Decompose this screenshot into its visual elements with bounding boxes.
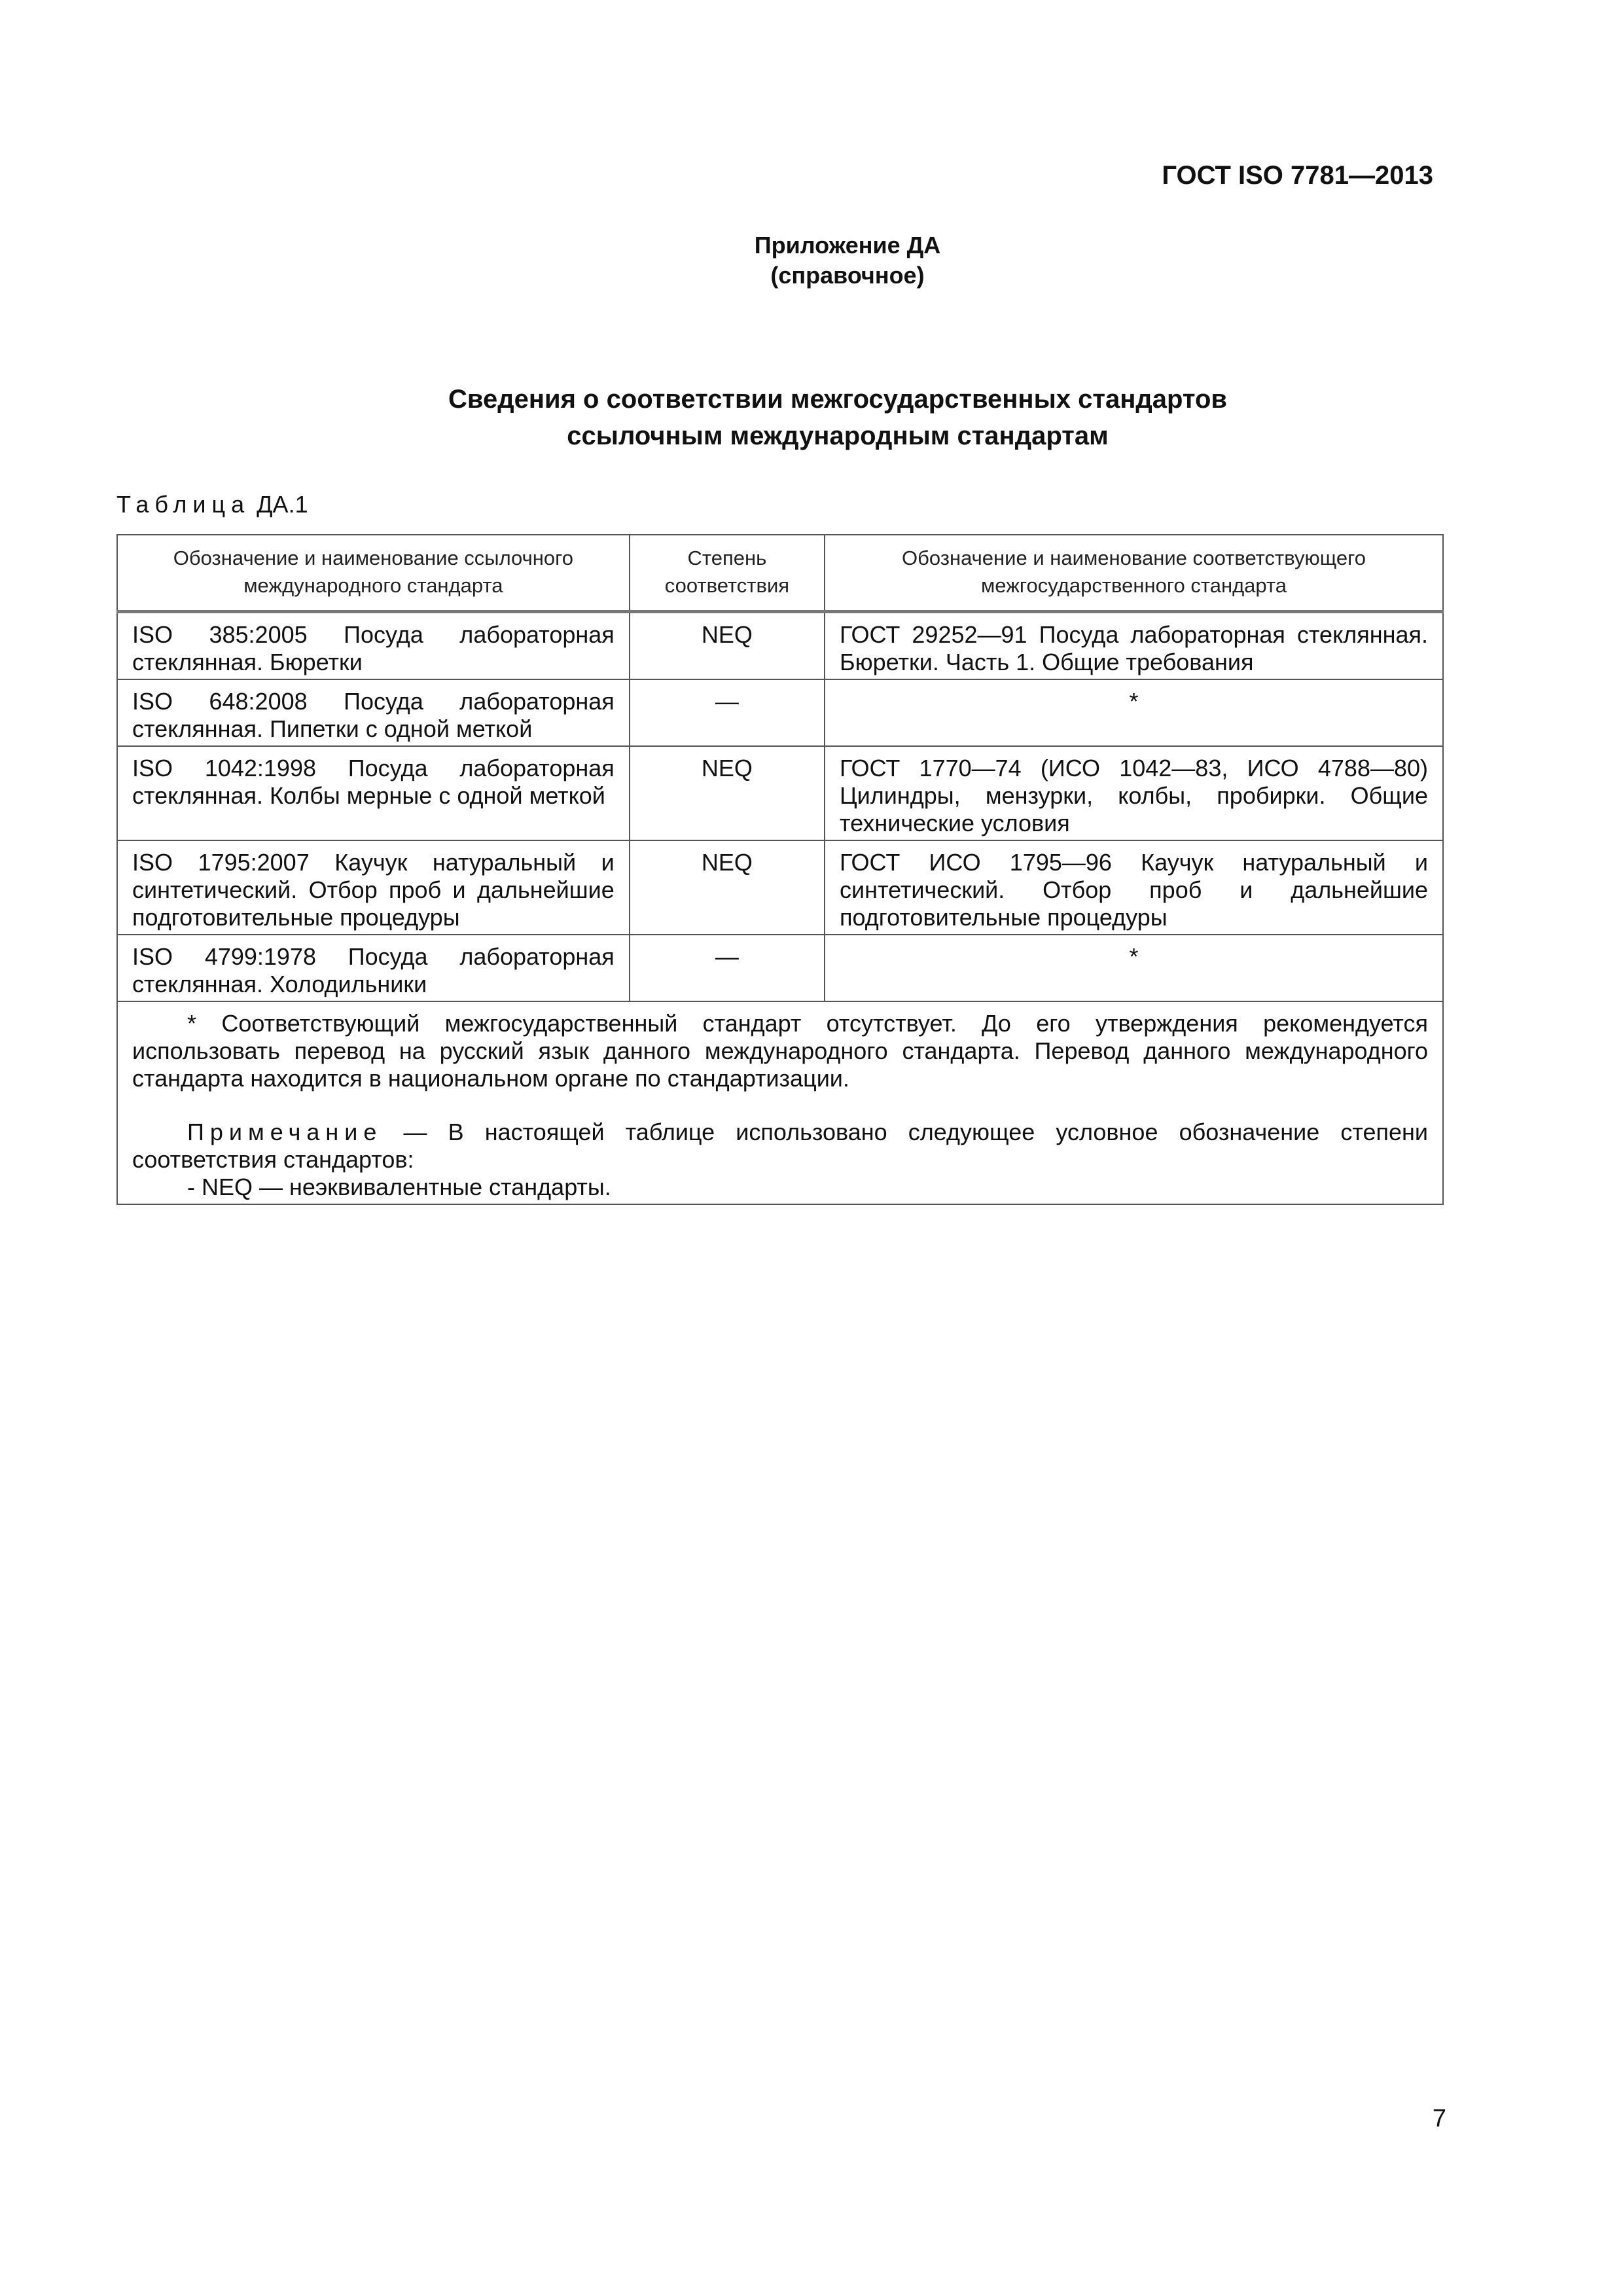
table-caption [116, 491, 308, 518]
section-title [0, 381, 1623, 454]
note-list-item: - NEQ — неэквивалентные стандарты. [187, 1174, 611, 1200]
appendix-heading [0, 230, 1623, 291]
table-row [117, 935, 1443, 1001]
cell-international: ISO 4799:1978 Посуда лабораторная стеклянная. Холодильники [117, 935, 630, 1001]
table-row [117, 840, 1443, 935]
table-row [117, 679, 1443, 746]
cell-degree: — [630, 935, 825, 1001]
cell-international: ISO 1795:2007 Каучук натуральный и синтетический. Отбор проб и дальнейшие подготовительные процедуры [117, 840, 630, 935]
header-degree: Степень соответствия [630, 535, 825, 612]
cell-interstate: ГОСТ 1770—74 (ИСО 1042—83, ИСО 4788—80) Цилиндры, мензурки, колбы, пробирки. Общие технические условия [825, 746, 1443, 840]
header-interstate-standard: Обозначение и наименование соответствующего межгосударственного стандарта [825, 535, 1443, 612]
note-text: — В настоящей таблице использовано следующее условное обозначение степени соответствия стандартов: [132, 1119, 1428, 1173]
cell-international: ISO 648:2008 Посуда лабораторная стеклянная. Пипетки с одной меткой [117, 679, 630, 746]
appendix-type: (справочное) [770, 262, 925, 289]
cell-international: ISO 385:2005 Посуда лабораторная стеклянная. Бюретки [117, 612, 630, 680]
appendix-title: Приложение ДА [754, 232, 941, 259]
table-notes-cell [117, 1001, 1443, 1204]
document-code: ГОСТ ISO 7781—2013 [1162, 161, 1433, 190]
table-caption-number: ДА.1 [257, 491, 308, 518]
cell-interstate: ГОСТ ИСО 1795—96 Каучук натуральный и синтетический. Отбор проб и дальнейшие подготовительные процедуры [825, 840, 1443, 935]
page-number: 7 [1432, 2105, 1446, 2132]
cell-degree: — [630, 679, 825, 746]
table-row [117, 746, 1443, 840]
cell-degree: NEQ [630, 746, 825, 840]
section-title-line-1: Сведения о соответствии межгосударственных стандартов [448, 385, 1227, 414]
cell-degree: NEQ [630, 612, 825, 680]
cell-interstate: * [825, 679, 1443, 746]
note-label: Примечание [187, 1119, 383, 1145]
cell-degree: NEQ [630, 840, 825, 935]
table-caption-word: Таблица [116, 491, 251, 518]
cell-international: ISO 1042:1998 Посуда лабораторная стеклянная. Колбы мерные с одной меткой [117, 746, 630, 840]
correspondence-table [116, 534, 1444, 1205]
section-title-line-2: ссылочным международным стандартам [567, 422, 1109, 450]
table-row [117, 612, 1443, 680]
cell-interstate: ГОСТ 29252—91 Посуда лабораторная стеклянная. Бюретки. Часть 1. Общие требования [825, 612, 1443, 680]
cell-interstate: * [825, 935, 1443, 1001]
table-notes-row [117, 1001, 1443, 1204]
header-international-standard: Обозначение и наименование ссылочного международного стандарта [117, 535, 630, 612]
table-footnote: * Соответствующий межгосударственный стандарт отсутствует. До его утверждения рекомендуется использовать перевод на русский язык данного международного стандарта. Перевод данного международного стандарта находится в национальном органе по стандартизации. [132, 1010, 1428, 1092]
table-header-row [117, 535, 1443, 612]
table-note [132, 1119, 1428, 1174]
